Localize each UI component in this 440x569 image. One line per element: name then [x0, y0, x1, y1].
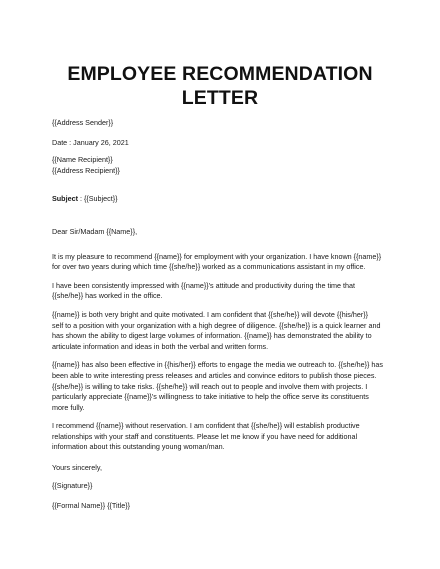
- paragraph-line: I recommend {{name}} without reservation. I am confident that {{she/he}} will establish productive: [52, 421, 360, 431]
- closing: Yours sincerely,: [52, 463, 102, 473]
- paragraph-line: information about this outstanding young woman/man.: [52, 442, 225, 452]
- paragraph-line: {{name}} is both very bright and quite motivated. I am confident that {{she/he}} will devote {{his/her}}: [52, 309, 369, 319]
- formal-name-title: {{Formal Name}} {{Title}}: [52, 501, 131, 511]
- paragraph-line: for over two years during which time {{she/he}} worked as a communications assistant in my office.: [52, 262, 366, 272]
- paragraph-line: relationships with your staff and constituents. Please let me know if you have need for additional: [52, 431, 358, 441]
- recipient-block: [52, 155, 400, 176]
- recipient-name: {{Name Recipient}}: [52, 155, 113, 165]
- paragraph-line: been able to write interesting press releases and articles and convince editors to publish those pieces.: [52, 370, 377, 380]
- paragraph-line: particularly appreciate {{name}}'s willingness to take initiative to help the office serve its constituents: [52, 392, 369, 402]
- paragraph-2: [52, 281, 400, 302]
- letter-date: Date : January 26, 2021: [52, 137, 129, 147]
- signature: {{Signature}}: [52, 480, 93, 490]
- paragraph-line: more fully.: [52, 402, 85, 412]
- recipient-address: {{Address Recipient}}: [52, 165, 120, 175]
- paragraph-4: [52, 360, 400, 413]
- paragraph-line: has shown the ability to digest large volumes of information. {{name}} has demonstrated the ability to: [52, 331, 372, 341]
- paragraph-line: articulate information and ideas in both the verbal and written forms.: [52, 341, 269, 351]
- paragraph-3: [52, 310, 400, 352]
- paragraph-5: [52, 421, 400, 453]
- paragraph-line: {{name}} has also been effective in {{his/her}} efforts to engage the media we outreach to. {{she/he}} has: [52, 360, 384, 370]
- letter-title: EMPLOYEE RECOMMENDATION LETTER: [67, 63, 373, 109]
- paragraph-line: It is my pleasure to recommend {{name}} for employment with your organization. I have known {{name}}: [52, 251, 382, 261]
- salutation: Dear Sir/Madam {{Name}},: [52, 226, 138, 236]
- paragraph-line: I have been consistently impressed with {{name}}'s attitude and productivity during the time that: [52, 280, 356, 290]
- paragraph-1: [52, 252, 400, 273]
- paragraph-line: {{she/he}} has worked in the office.: [52, 291, 163, 301]
- subject-line: [52, 194, 400, 205]
- subject-label: Subject: [52, 194, 78, 204]
- subject-value: : {{Subject}}: [77, 194, 118, 204]
- sender-address: {{Address Sender}}: [52, 118, 114, 127]
- paragraph-line: {{she/he}} is willing to take risks. {{she/he}} will reach out to people and involve them with projects. I: [52, 381, 368, 391]
- paragraph-line: self to a position with your organization with a high degree of diligence. {{she/he}} is a quick learner and: [52, 320, 381, 330]
